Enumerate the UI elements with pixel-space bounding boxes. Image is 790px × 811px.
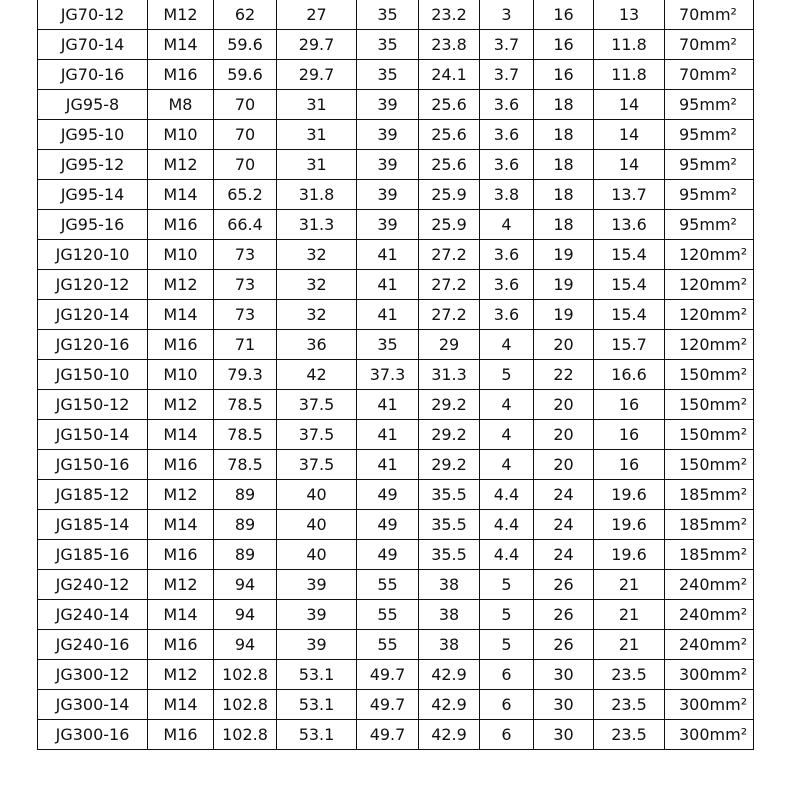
model-cell: JG240-16 xyxy=(38,630,148,660)
dim-d1-cell: 11.8 xyxy=(594,30,665,60)
cross-section-cell: 240mm² xyxy=(665,600,754,630)
dim-t-cell: 3.6 xyxy=(480,270,534,300)
dim-l-cell: 59.6 xyxy=(214,30,277,60)
dim-w-cell: 16 xyxy=(534,30,594,60)
dim-l2-cell: 35 xyxy=(357,330,419,360)
model-cell: JG300-12 xyxy=(38,660,148,690)
dim-d1-cell: 13.6 xyxy=(594,210,665,240)
bolt-size-cell: M16 xyxy=(148,330,214,360)
cross-section-cell: 150mm² xyxy=(665,390,754,420)
dim-l-cell: 89 xyxy=(214,510,277,540)
dim-l2-cell: 49 xyxy=(357,480,419,510)
table-row xyxy=(38,690,754,720)
dim-l2-cell: 49.7 xyxy=(357,660,419,690)
table-row xyxy=(38,150,754,180)
dim-w-cell: 18 xyxy=(534,210,594,240)
bolt-size-cell: M16 xyxy=(148,720,214,750)
dim-l2-cell: 49 xyxy=(357,510,419,540)
dim-d-cell: 35.5 xyxy=(419,480,480,510)
dim-d1-cell: 15.4 xyxy=(594,270,665,300)
dim-w-cell: 22 xyxy=(534,360,594,390)
dim-w-cell: 19 xyxy=(534,300,594,330)
dim-l-cell: 89 xyxy=(214,480,277,510)
cross-section-cell: 95mm² xyxy=(665,210,754,240)
model-cell: JG185-12 xyxy=(38,480,148,510)
dim-w-cell: 26 xyxy=(534,570,594,600)
dim-l2-cell: 55 xyxy=(357,630,419,660)
model-cell: JG150-12 xyxy=(38,390,148,420)
bolt-size-cell: M12 xyxy=(148,0,214,30)
dim-l-cell: 65.2 xyxy=(214,180,277,210)
table-row xyxy=(38,300,754,330)
bolt-size-cell: M16 xyxy=(148,450,214,480)
dim-t-cell: 6 xyxy=(480,690,534,720)
dim-t-cell: 5 xyxy=(480,360,534,390)
dim-l-cell: 79.3 xyxy=(214,360,277,390)
model-cell: JG95-8 xyxy=(38,90,148,120)
dim-d1-cell: 16.6 xyxy=(594,360,665,390)
bolt-size-cell: M14 xyxy=(148,300,214,330)
table-row xyxy=(38,600,754,630)
dim-d1-cell: 23.5 xyxy=(594,690,665,720)
table-row xyxy=(38,570,754,600)
dim-t-cell: 3.7 xyxy=(480,30,534,60)
table-row xyxy=(38,120,754,150)
table-row xyxy=(38,90,754,120)
dim-t-cell: 3 xyxy=(480,0,534,30)
dim-l-cell: 102.8 xyxy=(214,720,277,750)
dim-d-cell: 31.3 xyxy=(419,360,480,390)
table-row xyxy=(38,390,754,420)
dim-l1-cell: 53.1 xyxy=(277,660,357,690)
table-row xyxy=(38,30,754,60)
model-cell: JG150-16 xyxy=(38,450,148,480)
dim-l2-cell: 49.7 xyxy=(357,690,419,720)
dim-t-cell: 5 xyxy=(480,570,534,600)
dim-l-cell: 102.8 xyxy=(214,660,277,690)
model-cell: JG300-16 xyxy=(38,720,148,750)
model-cell: JG70-16 xyxy=(38,60,148,90)
dim-t-cell: 4.4 xyxy=(480,510,534,540)
dim-t-cell: 4.4 xyxy=(480,540,534,570)
bolt-size-cell: M12 xyxy=(148,390,214,420)
dim-t-cell: 4 xyxy=(480,330,534,360)
table-row xyxy=(38,60,754,90)
cross-section-cell: 300mm² xyxy=(665,660,754,690)
dim-l1-cell: 32 xyxy=(277,300,357,330)
table-row xyxy=(38,540,754,570)
dim-l1-cell: 39 xyxy=(277,570,357,600)
dim-l1-cell: 32 xyxy=(277,240,357,270)
bolt-size-cell: M14 xyxy=(148,180,214,210)
dim-d1-cell: 16 xyxy=(594,390,665,420)
dim-d-cell: 38 xyxy=(419,630,480,660)
cross-section-cell: 120mm² xyxy=(665,240,754,270)
dim-w-cell: 20 xyxy=(534,390,594,420)
dim-l-cell: 59.6 xyxy=(214,60,277,90)
dim-d1-cell: 19.6 xyxy=(594,510,665,540)
bolt-size-cell: M12 xyxy=(148,480,214,510)
dim-l2-cell: 55 xyxy=(357,600,419,630)
dim-w-cell: 24 xyxy=(534,540,594,570)
table-row xyxy=(38,720,754,750)
dim-l-cell: 102.8 xyxy=(214,690,277,720)
bolt-size-cell: M12 xyxy=(148,660,214,690)
dim-t-cell: 3.6 xyxy=(480,240,534,270)
model-cell: JG185-16 xyxy=(38,540,148,570)
cross-section-cell: 120mm² xyxy=(665,300,754,330)
dim-d-cell: 42.9 xyxy=(419,660,480,690)
bolt-size-cell: M14 xyxy=(148,420,214,450)
bolt-size-cell: M14 xyxy=(148,690,214,720)
dim-t-cell: 3.6 xyxy=(480,90,534,120)
dim-l1-cell: 39 xyxy=(277,600,357,630)
dim-d-cell: 25.9 xyxy=(419,180,480,210)
bolt-size-cell: M10 xyxy=(148,360,214,390)
dim-w-cell: 30 xyxy=(534,720,594,750)
dim-w-cell: 26 xyxy=(534,600,594,630)
dim-l1-cell: 53.1 xyxy=(277,720,357,750)
model-cell: JG120-10 xyxy=(38,240,148,270)
dim-d-cell: 29.2 xyxy=(419,420,480,450)
table-row xyxy=(38,450,754,480)
bolt-size-cell: M16 xyxy=(148,60,214,90)
dim-l-cell: 78.5 xyxy=(214,450,277,480)
cross-section-cell: 95mm² xyxy=(665,150,754,180)
model-cell: JG240-14 xyxy=(38,600,148,630)
cross-section-cell: 185mm² xyxy=(665,480,754,510)
dim-l1-cell: 42 xyxy=(277,360,357,390)
dim-t-cell: 5 xyxy=(480,630,534,660)
dim-l1-cell: 29.7 xyxy=(277,60,357,90)
cross-section-cell: 120mm² xyxy=(665,330,754,360)
dim-l2-cell: 39 xyxy=(357,120,419,150)
dim-d1-cell: 13.7 xyxy=(594,180,665,210)
dim-l1-cell: 27 xyxy=(277,0,357,30)
dim-d-cell: 38 xyxy=(419,570,480,600)
dim-t-cell: 3.6 xyxy=(480,120,534,150)
cross-section-cell: 240mm² xyxy=(665,570,754,600)
dim-d1-cell: 15.7 xyxy=(594,330,665,360)
bolt-size-cell: M12 xyxy=(148,150,214,180)
cross-section-cell: 240mm² xyxy=(665,630,754,660)
dim-d-cell: 23.2 xyxy=(419,0,480,30)
dim-l1-cell: 40 xyxy=(277,510,357,540)
dim-w-cell: 24 xyxy=(534,480,594,510)
model-cell: JG95-12 xyxy=(38,150,148,180)
model-cell: JG120-12 xyxy=(38,270,148,300)
dim-d1-cell: 14 xyxy=(594,120,665,150)
dim-l1-cell: 37.5 xyxy=(277,390,357,420)
dim-l2-cell: 41 xyxy=(357,270,419,300)
cross-section-cell: 70mm² xyxy=(665,60,754,90)
dim-l1-cell: 31 xyxy=(277,150,357,180)
dim-w-cell: 20 xyxy=(534,330,594,360)
dim-w-cell: 16 xyxy=(534,60,594,90)
dim-w-cell: 19 xyxy=(534,270,594,300)
dim-l-cell: 70 xyxy=(214,150,277,180)
dim-w-cell: 18 xyxy=(534,150,594,180)
model-cell: JG300-14 xyxy=(38,690,148,720)
dim-d1-cell: 23.5 xyxy=(594,660,665,690)
model-cell: JG95-10 xyxy=(38,120,148,150)
dim-t-cell: 3.6 xyxy=(480,150,534,180)
model-cell: JG150-10 xyxy=(38,360,148,390)
dim-d-cell: 27.2 xyxy=(419,270,480,300)
bolt-size-cell: M16 xyxy=(148,540,214,570)
dim-l-cell: 73 xyxy=(214,270,277,300)
dim-l2-cell: 41 xyxy=(357,420,419,450)
table-row xyxy=(38,240,754,270)
bolt-size-cell: M12 xyxy=(148,570,214,600)
dim-l1-cell: 31 xyxy=(277,120,357,150)
dim-d-cell: 38 xyxy=(419,600,480,630)
table-row xyxy=(38,480,754,510)
dim-t-cell: 4 xyxy=(480,390,534,420)
model-cell: JG120-14 xyxy=(38,300,148,330)
cross-section-cell: 185mm² xyxy=(665,510,754,540)
cross-section-cell: 120mm² xyxy=(665,270,754,300)
dim-d1-cell: 21 xyxy=(594,630,665,660)
dim-l2-cell: 39 xyxy=(357,150,419,180)
bolt-size-cell: M14 xyxy=(148,510,214,540)
dim-t-cell: 4 xyxy=(480,420,534,450)
dim-l2-cell: 41 xyxy=(357,450,419,480)
bolt-size-cell: M12 xyxy=(148,270,214,300)
dim-l1-cell: 32 xyxy=(277,270,357,300)
dim-d1-cell: 23.5 xyxy=(594,720,665,750)
bolt-size-cell: M10 xyxy=(148,240,214,270)
dim-l-cell: 78.5 xyxy=(214,420,277,450)
dim-l2-cell: 41 xyxy=(357,300,419,330)
dim-l-cell: 73 xyxy=(214,240,277,270)
cross-section-cell: 185mm² xyxy=(665,540,754,570)
dim-w-cell: 18 xyxy=(534,180,594,210)
dim-l1-cell: 31.8 xyxy=(277,180,357,210)
model-cell: JG185-14 xyxy=(38,510,148,540)
bolt-size-cell: M14 xyxy=(148,30,214,60)
table-row xyxy=(38,630,754,660)
model-cell: JG120-16 xyxy=(38,330,148,360)
table-row xyxy=(38,660,754,690)
table-row xyxy=(38,270,754,300)
cross-section-cell: 150mm² xyxy=(665,450,754,480)
dim-t-cell: 3.7 xyxy=(480,60,534,90)
dim-l1-cell: 40 xyxy=(277,540,357,570)
dim-d1-cell: 16 xyxy=(594,450,665,480)
table-row xyxy=(38,0,754,30)
dim-w-cell: 19 xyxy=(534,240,594,270)
dim-l1-cell: 31.3 xyxy=(277,210,357,240)
model-cell: JG95-16 xyxy=(38,210,148,240)
dim-w-cell: 16 xyxy=(534,0,594,30)
dim-w-cell: 18 xyxy=(534,120,594,150)
dim-l-cell: 94 xyxy=(214,630,277,660)
dim-l1-cell: 36 xyxy=(277,330,357,360)
dim-t-cell: 6 xyxy=(480,660,534,690)
dim-w-cell: 26 xyxy=(534,630,594,660)
bolt-size-cell: M16 xyxy=(148,630,214,660)
dim-d-cell: 24.1 xyxy=(419,60,480,90)
dim-l-cell: 62 xyxy=(214,0,277,30)
dim-w-cell: 20 xyxy=(534,450,594,480)
table-row xyxy=(38,420,754,450)
dim-d-cell: 35.5 xyxy=(419,510,480,540)
dim-t-cell: 6 xyxy=(480,720,534,750)
dim-l2-cell: 41 xyxy=(357,240,419,270)
table-row xyxy=(38,210,754,240)
dim-d-cell: 27.2 xyxy=(419,240,480,270)
dim-d-cell: 25.6 xyxy=(419,150,480,180)
cross-section-cell: 95mm² xyxy=(665,180,754,210)
dim-l1-cell: 39 xyxy=(277,630,357,660)
dim-t-cell: 3.8 xyxy=(480,180,534,210)
model-cell: JG95-14 xyxy=(38,180,148,210)
dim-d-cell: 42.9 xyxy=(419,720,480,750)
cross-section-cell: 150mm² xyxy=(665,360,754,390)
dim-l1-cell: 53.1 xyxy=(277,690,357,720)
dim-w-cell: 20 xyxy=(534,420,594,450)
dim-l2-cell: 35 xyxy=(357,60,419,90)
dim-w-cell: 24 xyxy=(534,510,594,540)
dim-t-cell: 4 xyxy=(480,450,534,480)
dim-d1-cell: 13 xyxy=(594,0,665,30)
dim-l-cell: 73 xyxy=(214,300,277,330)
cross-section-cell: 95mm² xyxy=(665,120,754,150)
dim-d-cell: 27.2 xyxy=(419,300,480,330)
dim-l-cell: 94 xyxy=(214,570,277,600)
dim-l-cell: 94 xyxy=(214,600,277,630)
table-row xyxy=(38,330,754,360)
model-cell: JG150-14 xyxy=(38,420,148,450)
dim-d1-cell: 14 xyxy=(594,90,665,120)
cross-section-cell: 95mm² xyxy=(665,90,754,120)
dim-l-cell: 71 xyxy=(214,330,277,360)
dim-d1-cell: 15.4 xyxy=(594,240,665,270)
dim-l2-cell: 37.3 xyxy=(357,360,419,390)
dim-d-cell: 25.6 xyxy=(419,120,480,150)
cross-section-cell: 70mm² xyxy=(665,0,754,30)
dim-d1-cell: 16 xyxy=(594,420,665,450)
dim-l2-cell: 35 xyxy=(357,30,419,60)
dim-l1-cell: 31 xyxy=(277,90,357,120)
dim-l1-cell: 40 xyxy=(277,480,357,510)
dim-t-cell: 3.6 xyxy=(480,300,534,330)
dim-d-cell: 25.6 xyxy=(419,90,480,120)
dim-l-cell: 66.4 xyxy=(214,210,277,240)
dim-l-cell: 78.5 xyxy=(214,390,277,420)
model-cell: JG70-12 xyxy=(38,0,148,30)
dim-w-cell: 30 xyxy=(534,690,594,720)
dim-l2-cell: 49.7 xyxy=(357,720,419,750)
bolt-size-cell: M8 xyxy=(148,90,214,120)
dim-d1-cell: 14 xyxy=(594,150,665,180)
dim-w-cell: 30 xyxy=(534,660,594,690)
dim-l-cell: 89 xyxy=(214,540,277,570)
spec-table xyxy=(37,0,754,750)
dim-t-cell: 4 xyxy=(480,210,534,240)
bolt-size-cell: M14 xyxy=(148,600,214,630)
dim-d-cell: 25.9 xyxy=(419,210,480,240)
model-cell: JG240-12 xyxy=(38,570,148,600)
dim-l2-cell: 39 xyxy=(357,210,419,240)
cross-section-cell: 70mm² xyxy=(665,30,754,60)
cross-section-cell: 150mm² xyxy=(665,420,754,450)
table-row xyxy=(38,510,754,540)
table-row xyxy=(38,180,754,210)
dim-d-cell: 23.8 xyxy=(419,30,480,60)
dim-l2-cell: 49 xyxy=(357,540,419,570)
dim-d1-cell: 21 xyxy=(594,600,665,630)
model-cell: JG70-14 xyxy=(38,30,148,60)
dim-l-cell: 70 xyxy=(214,90,277,120)
dim-l2-cell: 35 xyxy=(357,0,419,30)
spec-table-body xyxy=(38,0,754,750)
dim-w-cell: 18 xyxy=(534,90,594,120)
dim-t-cell: 4.4 xyxy=(480,480,534,510)
dim-l1-cell: 37.5 xyxy=(277,420,357,450)
dim-l1-cell: 37.5 xyxy=(277,450,357,480)
dim-d1-cell: 21 xyxy=(594,570,665,600)
table-row xyxy=(38,360,754,390)
dim-d-cell: 42.9 xyxy=(419,690,480,720)
cross-section-cell: 300mm² xyxy=(665,720,754,750)
dim-d-cell: 35.5 xyxy=(419,540,480,570)
dim-l2-cell: 41 xyxy=(357,390,419,420)
dim-d1-cell: 11.8 xyxy=(594,60,665,90)
cross-section-cell: 300mm² xyxy=(665,690,754,720)
dim-d-cell: 29.2 xyxy=(419,390,480,420)
dim-d-cell: 29 xyxy=(419,330,480,360)
dim-l2-cell: 39 xyxy=(357,90,419,120)
dim-d-cell: 29.2 xyxy=(419,450,480,480)
dim-l2-cell: 39 xyxy=(357,180,419,210)
bolt-size-cell: M16 xyxy=(148,210,214,240)
dim-t-cell: 5 xyxy=(480,600,534,630)
dim-d1-cell: 15.4 xyxy=(594,300,665,330)
dim-l-cell: 70 xyxy=(214,120,277,150)
bolt-size-cell: M10 xyxy=(148,120,214,150)
dim-l1-cell: 29.7 xyxy=(277,30,357,60)
dim-d1-cell: 19.6 xyxy=(594,480,665,510)
dim-l2-cell: 55 xyxy=(357,570,419,600)
dim-d1-cell: 19.6 xyxy=(594,540,665,570)
